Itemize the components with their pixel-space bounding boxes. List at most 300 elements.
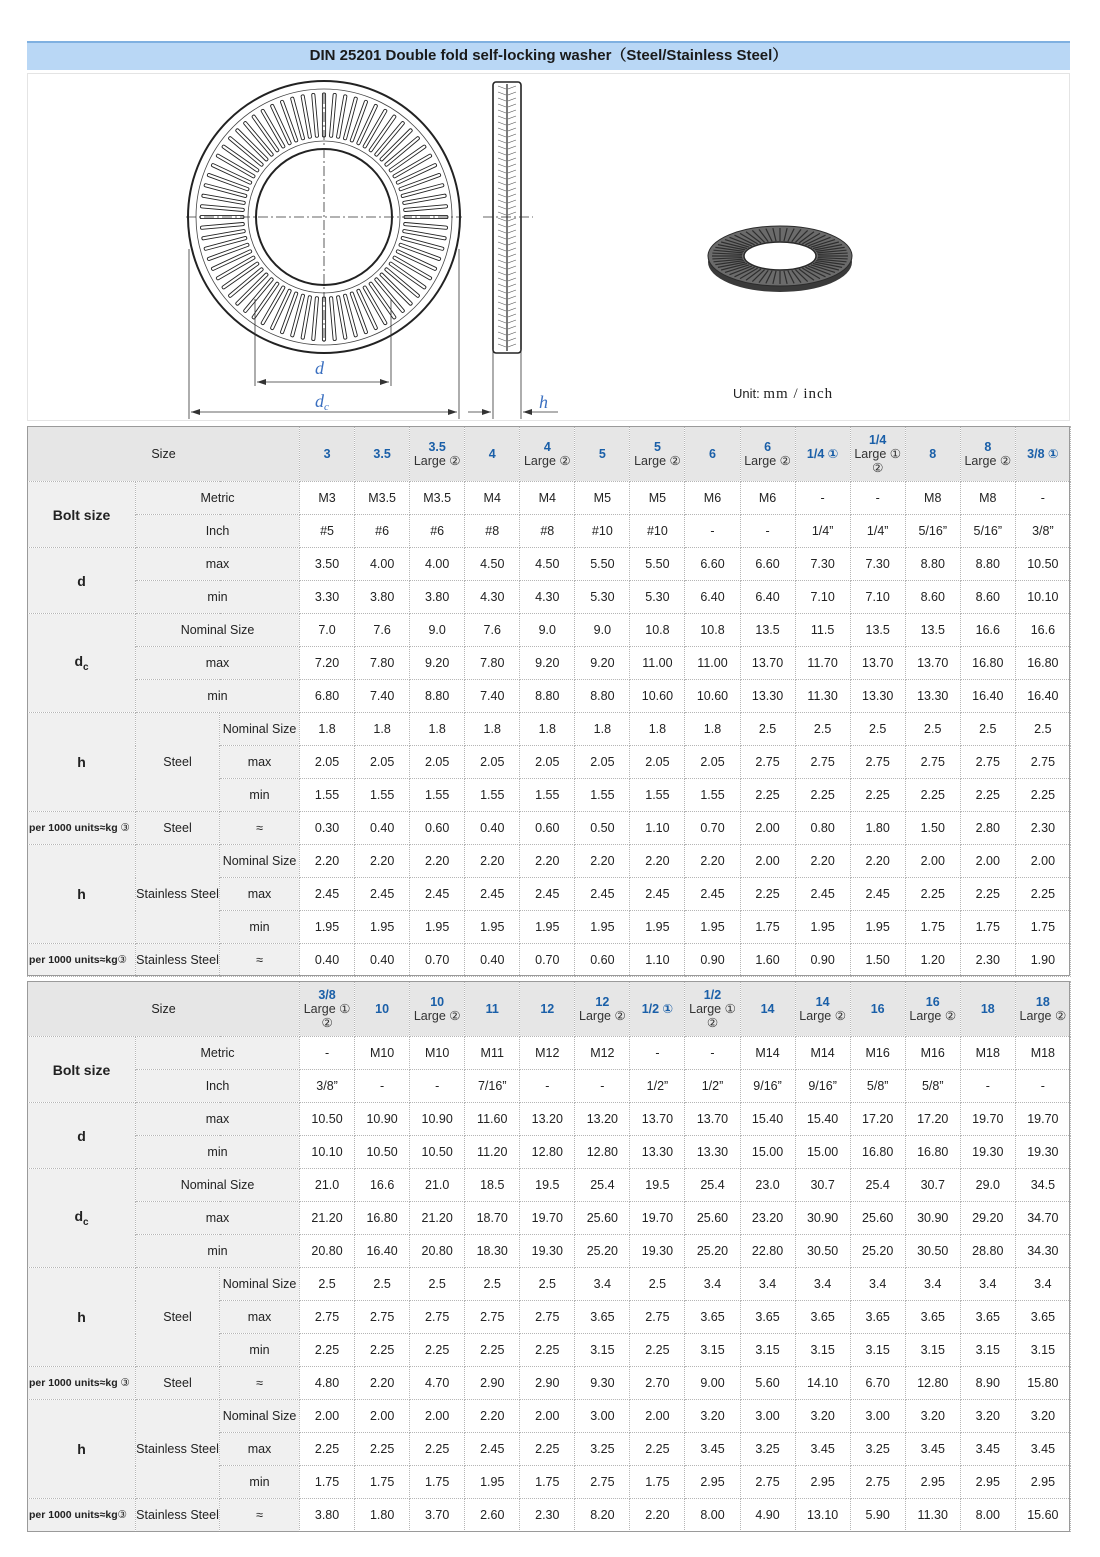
- h-ss-nominal-cell: 3.20: [960, 1400, 1015, 1433]
- h-steel-min-cell: 3.15: [740, 1334, 795, 1367]
- dc-nominal-label: Nominal Size: [136, 614, 300, 647]
- h-ss-max-cell: 3.25: [740, 1433, 795, 1466]
- h-ss-nominal-cell: 3.00: [850, 1400, 905, 1433]
- d-max-cell: 10.50: [300, 1103, 355, 1136]
- h-steel-min-cell: 2.25: [960, 779, 1015, 812]
- h-steel-nominal-cell: 3.4: [795, 1268, 850, 1301]
- inch-label: Inch: [136, 515, 300, 548]
- weight-ss-cell: 4.90: [740, 1499, 795, 1532]
- metric-cell: M8: [960, 482, 1015, 515]
- h-ss-nominal-cell: 2.20: [465, 845, 520, 878]
- weight-ss-cell: 1.90: [1015, 944, 1070, 977]
- unit-label-value: mm / inch: [763, 386, 834, 402]
- h-steel-min-cell: 2.25: [520, 1334, 575, 1367]
- inch-cell: #5: [300, 515, 355, 548]
- d-max-cell: 17.20: [850, 1103, 905, 1136]
- h-steel-nominal-cell: 3.4: [740, 1268, 795, 1301]
- weight-ss-cell: 15.60: [1015, 1499, 1070, 1532]
- h-ss-min-cell: 2.95: [1015, 1466, 1070, 1499]
- h-ss-nominal-cell: 3.00: [575, 1400, 630, 1433]
- inch-cell: -: [1015, 1070, 1070, 1103]
- weight-steel-cell: 2.30: [1015, 812, 1070, 845]
- washer-serration: [404, 205, 448, 212]
- dc-max-cell: 7.80: [465, 647, 520, 680]
- weight-ss-row: [28, 944, 1071, 977]
- dc-min-cell: 13.30: [905, 680, 960, 713]
- washer-serration: [329, 297, 336, 341]
- metric-cell: M11: [465, 1037, 520, 1070]
- dc-max-cell: 13.70: [740, 647, 795, 680]
- h-ss-max-cell: 2.45: [410, 878, 465, 911]
- h-ss-nominal-cell: 2.00: [300, 1400, 355, 1433]
- weight-ss-cell: 0.60: [575, 944, 630, 977]
- h-ss-max-cell: 2.45: [465, 878, 520, 911]
- inch-cell: 7/16”: [465, 1070, 520, 1103]
- d-max-cell: 15.40: [740, 1103, 795, 1136]
- washer-serration: [200, 205, 244, 212]
- dc-max-cell: 16.80: [355, 1202, 410, 1235]
- dc-min-row: [28, 1235, 1071, 1268]
- size-header-cell: [410, 982, 465, 1037]
- d-max-cell: 4.00: [410, 548, 465, 581]
- d-max-cell: 5.50: [575, 548, 630, 581]
- h-ss-nominal-cell: 2.20: [520, 845, 575, 878]
- dc-nominal-cell: 19.5: [520, 1169, 575, 1202]
- dc-min-cell: 20.80: [410, 1235, 465, 1268]
- h-ss-max-cell: 3.45: [905, 1433, 960, 1466]
- weight-ss-cell: 13.10: [795, 1499, 850, 1532]
- h-ss-min-cell: 2.95: [960, 1466, 1015, 1499]
- h-steel-min-cell: 2.25: [410, 1334, 465, 1367]
- h-ss-nominal-cell: 2.00: [520, 1400, 575, 1433]
- metric-cell: M16: [905, 1037, 960, 1070]
- h-ss-nominal-cell: 2.20: [410, 845, 465, 878]
- weight-steel-cell: 9.00: [685, 1367, 740, 1400]
- dc-max-cell: 7.80: [355, 647, 410, 680]
- h-ss-nominal-cell: 2.20: [850, 845, 905, 878]
- d-max-cell: 10.90: [355, 1103, 410, 1136]
- dc-max-cell: 16.80: [1015, 647, 1070, 680]
- metric-cell: -: [1015, 482, 1070, 515]
- h-steel-max-cell: 2.75: [630, 1301, 685, 1334]
- h-steel-max-cell: 2.75: [1015, 746, 1070, 779]
- h-steel-max-label: max: [220, 746, 300, 779]
- h-ss-nominal-cell: 3.20: [685, 1400, 740, 1433]
- d-label: d: [28, 1103, 136, 1169]
- h-steel-min-cell: 2.25: [355, 1334, 410, 1367]
- dc-nominal-cell: 7.6: [465, 614, 520, 647]
- d-max-cell: 15.40: [795, 1103, 850, 1136]
- h-steel-min-cell: 2.25: [850, 779, 905, 812]
- weight-steel-row: [28, 1367, 1071, 1400]
- dc-max-cell: 11.70: [795, 647, 850, 680]
- dc-max-cell: 11.00: [685, 647, 740, 680]
- h-ss-min-cell: 1.95: [575, 911, 630, 944]
- inch-cell: 5/8”: [850, 1070, 905, 1103]
- size-value: 12: [540, 1002, 555, 1016]
- h-steel-nominal-cell: 3.4: [850, 1268, 905, 1301]
- dc-min-cell: 30.50: [905, 1235, 960, 1268]
- weight-steel-cell: 2.80: [960, 812, 1015, 845]
- size-header-cell: [520, 427, 575, 482]
- weight-ss-cell: 0.40: [300, 944, 355, 977]
- d-max-cell: 17.20: [905, 1103, 960, 1136]
- h-steel-nominal-row: [28, 713, 1071, 746]
- dc-min-cell: 25.20: [850, 1235, 905, 1268]
- weight-steel-cell: 9.30: [575, 1367, 630, 1400]
- h-ss-nominal-cell: 2.20: [685, 845, 740, 878]
- washer-side-view: [493, 82, 521, 353]
- h-ss-max-cell: 3.45: [685, 1433, 740, 1466]
- h-ss-nominal-cell: 3.20: [795, 1400, 850, 1433]
- weight-steel-cell: 0.50: [575, 812, 630, 845]
- inch-row: [28, 1070, 1071, 1103]
- h-steel-max-cell: 3.65: [1015, 1301, 1070, 1334]
- inch-cell: #10: [575, 515, 630, 548]
- metric-cell: M18: [1015, 1037, 1070, 1070]
- h-steel-min-cell: 2.25: [1015, 779, 1070, 812]
- dc-max-cell: 11.00: [630, 647, 685, 680]
- size-header-cell: [465, 427, 520, 482]
- inch-cell: 1/4”: [795, 515, 850, 548]
- h-steel-nominal-cell: 3.4: [905, 1268, 960, 1301]
- h-ss-min-cell: 1.75: [410, 1466, 465, 1499]
- h-steel-max-cell: 3.65: [905, 1301, 960, 1334]
- size-note: Large ②: [744, 454, 791, 468]
- size-note: Large ②: [799, 1009, 846, 1023]
- h-steel-nominal-cell: 3.4: [685, 1268, 740, 1301]
- size-header-row: [28, 982, 1071, 1037]
- dc-max-cell: 30.90: [795, 1202, 850, 1235]
- h-steel-min-cell: 2.25: [300, 1334, 355, 1367]
- d-max-label: max: [136, 548, 300, 581]
- dc-nominal-cell: 11.5: [795, 614, 850, 647]
- h-steel-label: h: [28, 713, 136, 812]
- weight-steel-material: Steel: [136, 812, 220, 845]
- h-ss-max-cell: 3.45: [1015, 1433, 1070, 1466]
- h-ss-max-cell: 2.45: [300, 878, 355, 911]
- inch-cell: 9/16”: [740, 1070, 795, 1103]
- size-note: Large ① ②: [303, 1002, 351, 1030]
- d-max-cell: 10.90: [410, 1103, 465, 1136]
- d-min-cell: 15.00: [740, 1136, 795, 1169]
- dc-min-cell: 6.80: [300, 680, 355, 713]
- d-min-cell: 13.30: [685, 1136, 740, 1169]
- inch-cell: 9/16”: [795, 1070, 850, 1103]
- inch-cell: 5/16”: [905, 515, 960, 548]
- h-ss-min-label: min: [220, 1466, 300, 1499]
- metric-cell: M12: [520, 1037, 575, 1070]
- h-steel-label: h: [28, 1268, 136, 1367]
- dc-max-row: [28, 647, 1071, 680]
- dc-nominal-cell: 25.4: [850, 1169, 905, 1202]
- metric-cell: M10: [355, 1037, 410, 1070]
- size-note: Large ① ②: [854, 447, 901, 475]
- h-ss-min-cell: 2.95: [685, 1466, 740, 1499]
- weight-ss-cell: 11.30: [905, 1499, 960, 1532]
- h-steel-max-cell: 2.75: [795, 746, 850, 779]
- weight-steel-cell: 14.10: [795, 1367, 850, 1400]
- dc-min-label: min: [136, 680, 300, 713]
- h-ss-min-cell: 1.75: [355, 1466, 410, 1499]
- inch-cell: 3/8”: [300, 1070, 355, 1103]
- h-steel-max-cell: 2.75: [355, 1301, 410, 1334]
- h-ss-nominal-cell: 3.20: [905, 1400, 960, 1433]
- h-steel-max-cell: 2.75: [465, 1301, 520, 1334]
- size-value: 10: [375, 1002, 390, 1016]
- weight-ss-label: per 1000 units≈kg③: [28, 1499, 136, 1532]
- h-ss-nominal-label: Nominal Size: [220, 1400, 300, 1433]
- dc-min-cell: 8.80: [575, 680, 630, 713]
- h-steel-max-cell: 2.75: [740, 746, 795, 779]
- dc-nominal-cell: 9.0: [410, 614, 465, 647]
- h-steel-nominal-cell: 2.5: [795, 713, 850, 746]
- d-min-cell: 19.30: [1015, 1136, 1070, 1169]
- h-steel-nominal-label: Nominal Size: [220, 1268, 300, 1301]
- size-value: 8: [929, 447, 937, 461]
- weight-ss-cell: 8.00: [960, 1499, 1015, 1532]
- dc-min-cell: 19.30: [630, 1235, 685, 1268]
- inch-cell: 1/2”: [685, 1070, 740, 1103]
- weight-steel-cell: 8.90: [960, 1367, 1015, 1400]
- h-steel-nominal-label: Nominal Size: [220, 713, 300, 746]
- dc-min-label: min: [136, 1235, 300, 1268]
- h-steel-min-cell: 3.15: [1015, 1334, 1070, 1367]
- h-ss-min-cell: 1.95: [795, 911, 850, 944]
- h-ss-min-cell: 1.95: [465, 911, 520, 944]
- d-min-cell: 7.10: [850, 581, 905, 614]
- dc-nominal-cell: 7.0: [300, 614, 355, 647]
- weight-steel-cell: 0.30: [300, 812, 355, 845]
- dc-nominal-cell: 18.5: [465, 1169, 520, 1202]
- unit-label: [733, 386, 833, 403]
- h-steel-max-cell: 2.05: [465, 746, 520, 779]
- metric-row: [28, 1037, 1071, 1070]
- d-min-cell: 10.50: [355, 1136, 410, 1169]
- weight-ss-cell: 8.20: [575, 1499, 630, 1532]
- metric-label: Metric: [136, 482, 300, 515]
- h-ss-nominal-cell: 2.00: [1015, 845, 1070, 878]
- h-steel-nominal-cell: 2.5: [960, 713, 1015, 746]
- h-ss-min-cell: 2.95: [905, 1466, 960, 1499]
- inch-row: [28, 515, 1071, 548]
- weight-ss-cell: 0.90: [685, 944, 740, 977]
- dc-min-cell: 10.60: [685, 680, 740, 713]
- h-ss-nominal-row: [28, 1400, 1071, 1433]
- dc-nominal-cell: 21.0: [300, 1169, 355, 1202]
- dc-nominal-row: [28, 1169, 1071, 1202]
- h-ss-max-cell: 2.25: [410, 1433, 465, 1466]
- weight-steel-cell: 2.00: [740, 812, 795, 845]
- d-min-cell: 5.30: [575, 581, 630, 614]
- d-min-cell: 10.50: [410, 1136, 465, 1169]
- h-ss-max-cell: 2.25: [960, 878, 1015, 911]
- dc-min-row: [28, 680, 1071, 713]
- h-steel-max-cell: 2.05: [410, 746, 465, 779]
- h-steel-max-cell: 2.75: [850, 746, 905, 779]
- h-steel-nominal-cell: 2.5: [1015, 713, 1070, 746]
- dc-min-cell: 16.40: [355, 1235, 410, 1268]
- size-header-label: Size: [28, 427, 300, 482]
- weight-ss-row: [28, 1499, 1071, 1532]
- h-ss-nominal-cell: 2.00: [410, 1400, 465, 1433]
- inch-cell: 5/16”: [960, 515, 1015, 548]
- h-ss-min-label: min: [220, 911, 300, 944]
- h-ss-max-cell: 2.25: [905, 878, 960, 911]
- h-steel-max-cell: 2.05: [575, 746, 630, 779]
- weight-steel-label: per 1000 units≈kg ③: [28, 812, 136, 845]
- dc-max-cell: 23.20: [740, 1202, 795, 1235]
- metric-cell: M3.5: [355, 482, 410, 515]
- h-steel-max-label: max: [220, 1301, 300, 1334]
- h-ss-min-cell: 2.95: [795, 1466, 850, 1499]
- size-header-row: [28, 427, 1071, 482]
- weight-ss-cell: 0.70: [520, 944, 575, 977]
- inch-cell: #6: [410, 515, 465, 548]
- h-ss-nominal-cell: 2.20: [465, 1400, 520, 1433]
- weight-steel-approx: ≈: [220, 812, 300, 845]
- metric-cell: -: [795, 482, 850, 515]
- d-max-cell: 7.30: [850, 548, 905, 581]
- d-max-row: [28, 1103, 1071, 1136]
- dc-max-cell: 25.60: [575, 1202, 630, 1235]
- d-min-cell: 12.80: [520, 1136, 575, 1169]
- dc-min-cell: 16.40: [1015, 680, 1070, 713]
- h-ss-min-cell: 1.95: [520, 911, 575, 944]
- dc-min-cell: 7.40: [355, 680, 410, 713]
- spec-table-2: [27, 981, 1071, 1532]
- weight-ss-cell: 1.80: [355, 1499, 410, 1532]
- size-note: Large ②: [523, 454, 571, 468]
- h-steel-max-cell: 2.05: [685, 746, 740, 779]
- h-ss-min-cell: 1.95: [465, 1466, 520, 1499]
- size-note: Large ②: [634, 454, 681, 468]
- size-value: 1/4: [868, 433, 887, 447]
- d-min-row: [28, 1136, 1071, 1169]
- weight-steel-cell: 2.70: [630, 1367, 685, 1400]
- d-max-row: [28, 548, 1071, 581]
- inch-cell: 1/2”: [630, 1070, 685, 1103]
- weight-steel-cell: 2.90: [520, 1367, 575, 1400]
- h-ss-max-label: max: [220, 878, 300, 911]
- d-min-cell: 3.30: [300, 581, 355, 614]
- d-max-cell: 8.80: [960, 548, 1015, 581]
- size-value: 1/2: [703, 988, 722, 1002]
- stainless-steel-label: Stainless Steel: [136, 1400, 220, 1499]
- d-min-cell: 12.80: [575, 1136, 630, 1169]
- weight-steel-cell: 1.80: [850, 812, 905, 845]
- dc-max-cell: 34.70: [1015, 1202, 1070, 1235]
- dc-nominal-cell: 10.8: [685, 614, 740, 647]
- dc-min-cell: 16.40: [960, 680, 1015, 713]
- weight-ss-cell: 5.90: [850, 1499, 905, 1532]
- dc-nominal-cell: 21.0: [410, 1169, 465, 1202]
- metric-cell: -: [630, 1037, 685, 1070]
- dc-min-cell: 25.20: [575, 1235, 630, 1268]
- h-ss-max-cell: 2.25: [630, 1433, 685, 1466]
- size-value: 5: [598, 447, 606, 461]
- metric-cell: M4: [520, 482, 575, 515]
- weight-steel-cell: 1.10: [630, 812, 685, 845]
- weight-ss-label: per 1000 units≈kg③: [28, 944, 136, 977]
- size-value: 6: [764, 440, 772, 454]
- bolt-size-label: Bolt size: [28, 482, 136, 548]
- h-steel-nominal-cell: 1.8: [300, 713, 355, 746]
- h-steel-max-cell: 2.75: [905, 746, 960, 779]
- dc-nominal-cell: 7.6: [355, 614, 410, 647]
- dc-min-cell: 22.80: [740, 1235, 795, 1268]
- size-note: Large ① ②: [689, 1002, 736, 1030]
- weight-steel-cell: 2.20: [355, 1367, 410, 1400]
- dc-min-cell: 30.50: [795, 1235, 850, 1268]
- stainless-steel-label: Stainless Steel: [136, 845, 220, 944]
- size-header-label: Size: [28, 982, 300, 1037]
- dc-max-cell: 18.70: [465, 1202, 520, 1235]
- h-ss-nominal-cell: 2.00: [960, 845, 1015, 878]
- h-ss-min-cell: 1.75: [905, 911, 960, 944]
- dc-max-cell: 29.20: [960, 1202, 1015, 1235]
- h-ss-nominal-cell: 2.20: [300, 845, 355, 878]
- metric-cell: M12: [575, 1037, 630, 1070]
- dc-label: $d_c$: [28, 1169, 136, 1268]
- weight-ss-cell: 1.60: [740, 944, 795, 977]
- size-value: 3/8: [318, 988, 336, 1002]
- inch-cell: -: [685, 515, 740, 548]
- dc-nominal-label: Nominal Size: [136, 1169, 300, 1202]
- dc-nominal-cell: 23.0: [740, 1169, 795, 1202]
- h-ss-min-cell: 1.95: [410, 911, 465, 944]
- size-note: Large ②: [909, 1009, 957, 1023]
- washer-photo: [708, 226, 852, 292]
- inch-cell: -: [410, 1070, 465, 1103]
- metric-cell: M8: [905, 482, 960, 515]
- h-ss-max-cell: 2.45: [465, 1433, 520, 1466]
- size-header-cell: [300, 982, 355, 1037]
- weight-steel-row: [28, 812, 1071, 845]
- dc-max-cell: 19.70: [630, 1202, 685, 1235]
- inch-cell: 1/4”: [850, 515, 905, 548]
- d-max-cell: 11.60: [465, 1103, 520, 1136]
- h-steel-max-cell: 2.75: [960, 746, 1015, 779]
- weight-steel-material: Steel: [136, 1367, 220, 1400]
- dc-nominal-cell: 13.5: [850, 614, 905, 647]
- h-steel-nominal-cell: 1.8: [685, 713, 740, 746]
- inch-cell: 3/8”: [1015, 515, 1070, 548]
- d-min-cell: 4.30: [465, 581, 520, 614]
- weight-ss-cell: 2.30: [520, 1499, 575, 1532]
- weight-ss-cell: 0.40: [465, 944, 520, 977]
- h-ss-min-cell: 1.95: [300, 911, 355, 944]
- size-value: 10: [430, 995, 445, 1009]
- d-max-cell: 4.50: [465, 548, 520, 581]
- size-note: Large ②: [964, 454, 1012, 468]
- metric-cell: M10: [410, 1037, 465, 1070]
- weight-steel-cell: 0.70: [685, 812, 740, 845]
- h-ss-max-cell: 3.25: [575, 1433, 630, 1466]
- metric-cell: M6: [740, 482, 795, 515]
- size-header-cell: [410, 427, 465, 482]
- h-steel-min-cell: 3.15: [850, 1334, 905, 1367]
- size-value: 16: [870, 1002, 885, 1016]
- h-ss-nominal-label: Nominal Size: [220, 845, 300, 878]
- size-header-cell: [520, 982, 575, 1037]
- size-header-cell: [355, 982, 410, 1037]
- dc-min-cell: 13.30: [740, 680, 795, 713]
- h-steel-max-cell: 3.65: [575, 1301, 630, 1334]
- size-header-cell: [795, 982, 850, 1037]
- dc-nominal-cell: 16.6: [355, 1169, 410, 1202]
- d-min-cell: 8.60: [960, 581, 1015, 614]
